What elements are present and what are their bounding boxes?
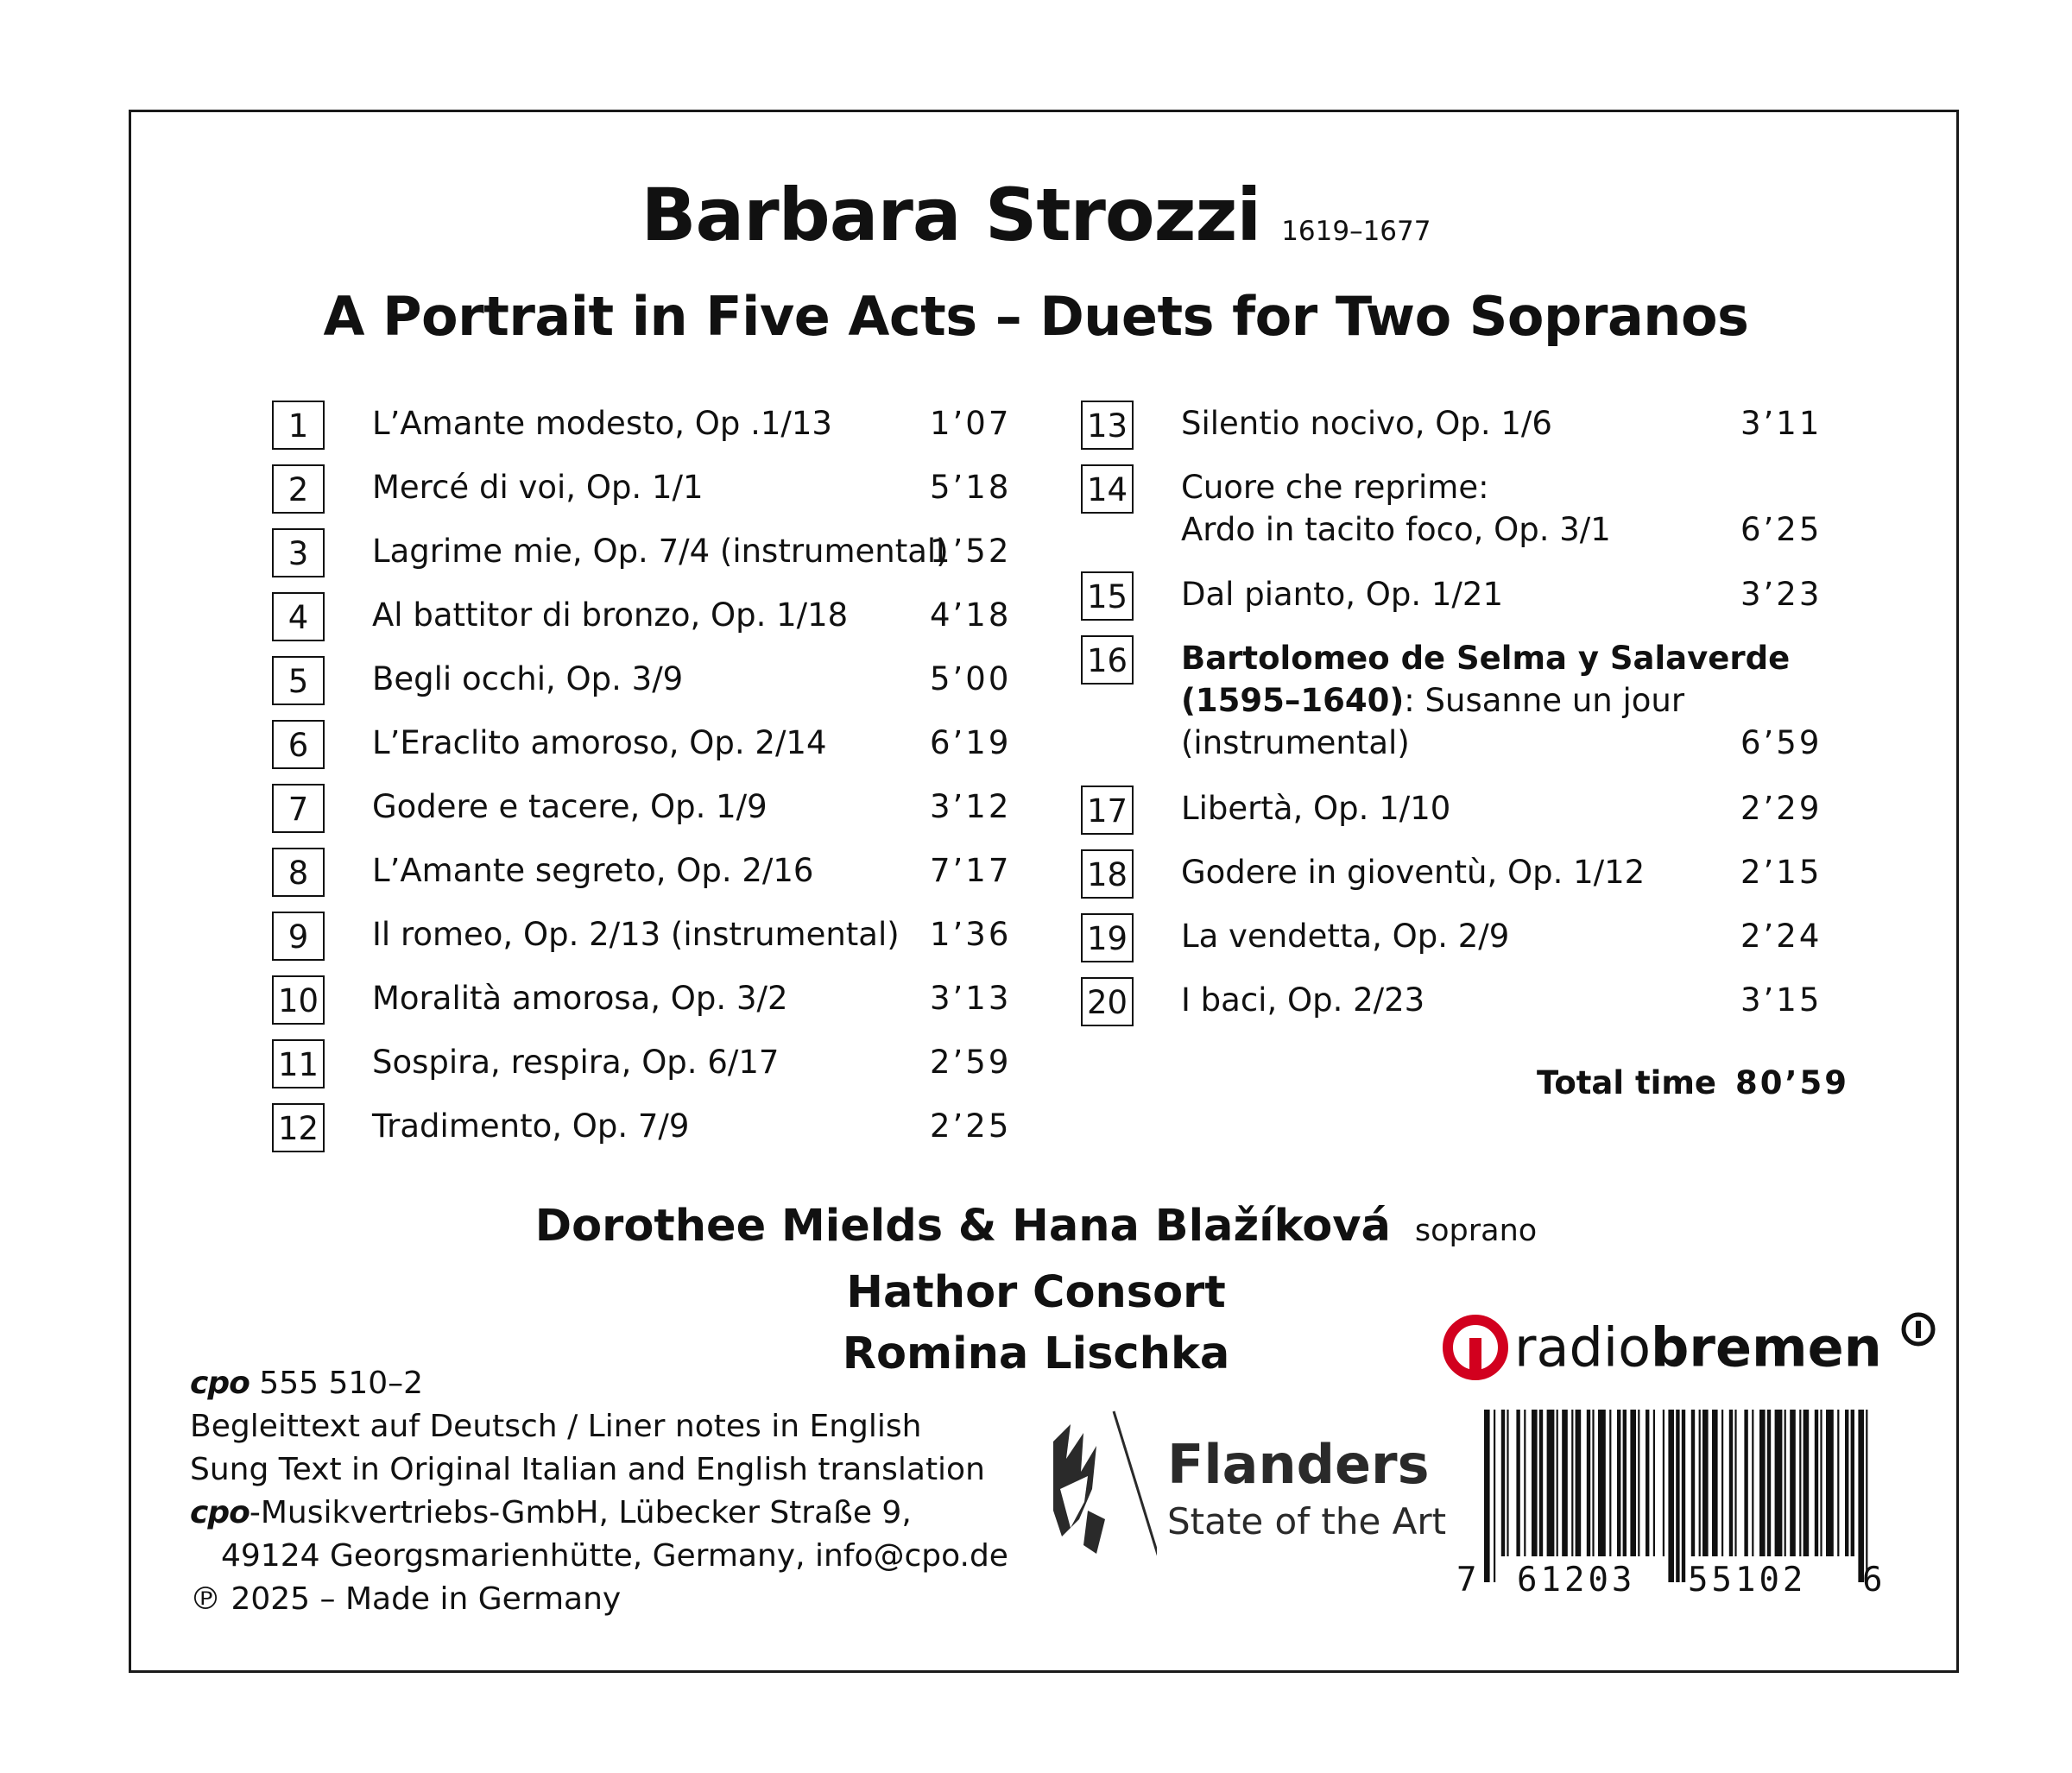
track-title-line: (instrumental) [1181,724,1410,761]
track-title: Silentio nocivo, Op. 1/6 [1181,405,1552,442]
track-title: I baci, Op. 2/23 [1181,981,1425,1019]
track-row [1081,464,1858,559]
barcode-bar [1507,1410,1508,1556]
catalog-number: 555 510–2 [249,1366,424,1401]
track-number: 16 [1081,635,1134,685]
track-title: Dal pianto, Op. 1/21 [1181,576,1503,613]
barcode-bar [1609,1410,1611,1556]
track-duration: 7’17 [930,852,1012,889]
barcode-bar [1775,1410,1783,1556]
barcode-bar [1759,1410,1766,1556]
track-number: 5 [272,656,325,705]
track-number: 6 [272,720,325,769]
flanders-tagline: State of the Art [1167,1500,1447,1543]
barcode-bar [1494,1410,1495,1582]
album-subtitle: A Portrait in Five Acts – Duets for Two Sopranos [323,285,1749,348]
soloists-line [0,1196,2072,1262]
barcode-bar [1790,1410,1796,1556]
barcode [1456,1410,1883,1599]
barcode-bar [1682,1410,1685,1582]
track-duration: 3’23 [1740,576,1822,613]
track-number: 14 [1081,464,1134,514]
barcode-bar [1676,1410,1679,1582]
track-composer: Bartolomeo de Selma y Salaverde [1181,640,1791,677]
soloists-role: soprano [1414,1214,1538,1248]
track-number: 12 [272,1103,325,1152]
track-title [1181,637,1790,764]
track-number: 15 [1081,571,1134,621]
barcode-bar [1851,1410,1854,1556]
track-number: 20 [1081,977,1134,1026]
track-duration: 1’07 [930,405,1012,442]
barcode-bar [1699,1410,1701,1556]
soloists: Dorothee Mields & Hana Blažíková [534,1201,1391,1252]
track-number: 11 [272,1039,325,1088]
company-address: -Musikvertriebs-GmbH, Lübecker Straße 9, [249,1495,912,1530]
track-title-line: Ardo in tacito foco, Op. 3/1 [1181,511,1611,548]
barcode-bar [1646,1410,1649,1556]
track-number: 10 [272,975,325,1025]
track-title: Il romeo, Op. 2/13 (instrumental) [372,916,900,953]
radio-bremen-mark-icon [1442,1314,1509,1381]
track-composer-dates: (1595–1640) [1181,682,1405,719]
track-duration: 2’25 [930,1107,1012,1145]
barcode-bar [1484,1410,1490,1582]
barcode-bar [1638,1410,1639,1556]
track-title: Lagrime mie, Op. 7/4 (instrumental) [372,533,949,570]
track-duration: 3’11 [1740,405,1822,442]
barcode-bar [1691,1410,1695,1556]
track-duration: 6’19 [930,724,1012,761]
barcode-bar [1837,1410,1839,1556]
track-title: Libertà, Op. 1/10 [1181,790,1451,827]
track-number: 17 [1081,786,1134,835]
barcode-bar [1516,1410,1519,1556]
barcode-bar [1712,1410,1718,1556]
track-duration: 2’59 [930,1044,1012,1081]
barcode-bar [1623,1410,1627,1556]
track-title: Tradimento, Op. 7/9 [372,1107,690,1145]
barcode-group-2: 55102 [1688,1561,1807,1599]
track-duration: 6’59 [1740,724,1822,761]
track-duration: 2’24 [1740,918,1822,955]
composer-name: Barbara Strozzi [641,173,1261,257]
barcode-bar [1858,1410,1864,1582]
track-duration: 2’15 [1740,854,1822,891]
sung-text-line: Sung Text in Original Italian and English translation [190,1452,985,1487]
barcode-bar [1668,1410,1674,1582]
track-duration: 5’18 [930,469,1012,506]
track-title: Godere in gioventù, Op. 1/12 [1181,854,1646,891]
track-title: Al battitor di bronzo, Op. 1/18 [372,596,849,634]
radio-bremen-logo [1442,1312,1936,1381]
track-duration: 5’00 [930,660,1012,697]
catalog-line [190,1362,1008,1405]
cpo-logo-text: cpo [190,1366,250,1401]
track-number: 4 [272,592,325,641]
barcode-bar [1734,1410,1736,1556]
barcode-bar [1630,1410,1636,1556]
track-duration: 2’29 [1740,790,1822,827]
track-number: 7 [272,784,325,833]
track-duration: 1’52 [930,533,1012,570]
barcode-bar [1598,1410,1606,1556]
track-number: 18 [1081,849,1134,899]
track-number: 8 [272,848,325,897]
barcode-bars-icon [1482,1410,1871,1582]
track-title: L’Amante modesto, Op .1/13 [372,405,832,442]
barcode-group-1: 61203 [1517,1561,1636,1599]
composer-heading [0,173,2072,257]
barcode-bar [1592,1410,1594,1556]
composer-dates: 1619–1677 [1281,216,1431,247]
barcode-bar [1576,1410,1582,1556]
barcode-bar [1532,1410,1538,1556]
flanders-lion-icon [1036,1407,1157,1580]
track-title: La vendetta, Op. 2/9 [1181,918,1510,955]
address-line-2: 49124 Georgsmarienhütte, Germany, info@cpo.de [221,1538,1008,1574]
barcode-bar [1702,1410,1709,1556]
track-title: L’Amante segreto, Op. 2/16 [372,852,814,889]
track-duration: 3’12 [930,788,1012,825]
barcode-bar [1557,1410,1558,1556]
barcode-bar [1845,1410,1848,1556]
track-number: 2 [272,464,325,514]
barcode-bar [1752,1410,1753,1556]
barcode-bar [1501,1410,1505,1556]
track-title-line: Cuore che reprime: [1181,469,1489,506]
track-number: 19 [1081,913,1134,962]
label-info [190,1362,1008,1621]
director: Romina Lischka [842,1328,1230,1379]
barcode-bar [1587,1410,1590,1556]
barcode-bar [1663,1410,1665,1556]
total-time-value: 80’59 [1734,1064,1850,1101]
barcode-digit-first: 7 [1456,1561,1477,1599]
ensemble: Hathor Consort [846,1267,1226,1318]
barcode-bar [1785,1410,1786,1556]
track-title: Moralità amorosa, Op. 3/2 [372,980,788,1017]
barcode-bar [1804,1410,1810,1556]
track-title: Mercé di voi, Op. 1/1 [372,469,704,506]
barcode-bar [1744,1410,1747,1556]
track-title: Sospira, respira, Op. 6/17 [372,1044,780,1081]
track-duration: 4’18 [930,596,1012,634]
liner-notes-line: Begleittext auf Deutsch / Liner notes in English [190,1409,922,1444]
track-title [1181,466,1611,551]
track-title: L’Eraclito amoroso, Op. 2/14 [372,724,827,761]
barcode-bar [1820,1410,1822,1556]
barcode-digit-last: 6 [1862,1561,1883,1599]
track-duration: 1’36 [930,916,1012,953]
barcode-bar [1767,1410,1771,1556]
barcode-bar [1562,1410,1568,1556]
barcode-bar [1547,1410,1555,1556]
barcode-bar [1539,1410,1543,1556]
track-number: 3 [272,528,325,577]
track-number: 9 [272,912,325,961]
track-duration: 3’15 [1740,981,1822,1019]
barcode-bar [1826,1410,1834,1556]
barcode-bar [1653,1410,1655,1556]
address-line [190,1492,1008,1535]
track-row [1081,635,1858,765]
track-duration: 6’25 [1740,511,1822,548]
barcode-bar [1571,1410,1573,1556]
track-title: Begli occhi, Op. 3/9 [372,660,684,697]
barcode-bar [1617,1410,1620,1556]
track-number: 1 [272,401,325,450]
track-number: 13 [1081,401,1134,450]
barcode-bar [1729,1410,1733,1556]
barcode-bar [1866,1410,1867,1582]
bremen-text: bremen [1651,1316,1882,1379]
track-title: Godere e tacere, Op. 1/9 [372,788,768,825]
track-duration: 3’13 [930,980,1012,1017]
barcode-bar [1524,1410,1526,1556]
track-title-text: : Susanne un jour [1404,682,1685,719]
barcode-bar [1815,1410,1818,1556]
barcode-bar [1721,1410,1723,1556]
cpo-logo-text: cpo [190,1495,250,1530]
flanders-name: Flanders [1167,1433,1430,1496]
radio-text: radio [1514,1316,1651,1379]
copyright-line: ℗ 2025 – Made in Germany [190,1581,622,1617]
total-time-label: Total time [1537,1064,1716,1101]
ard-one-icon [1901,1312,1936,1347]
total-time [1537,1064,1849,1101]
barcode-bar [1799,1410,1801,1556]
